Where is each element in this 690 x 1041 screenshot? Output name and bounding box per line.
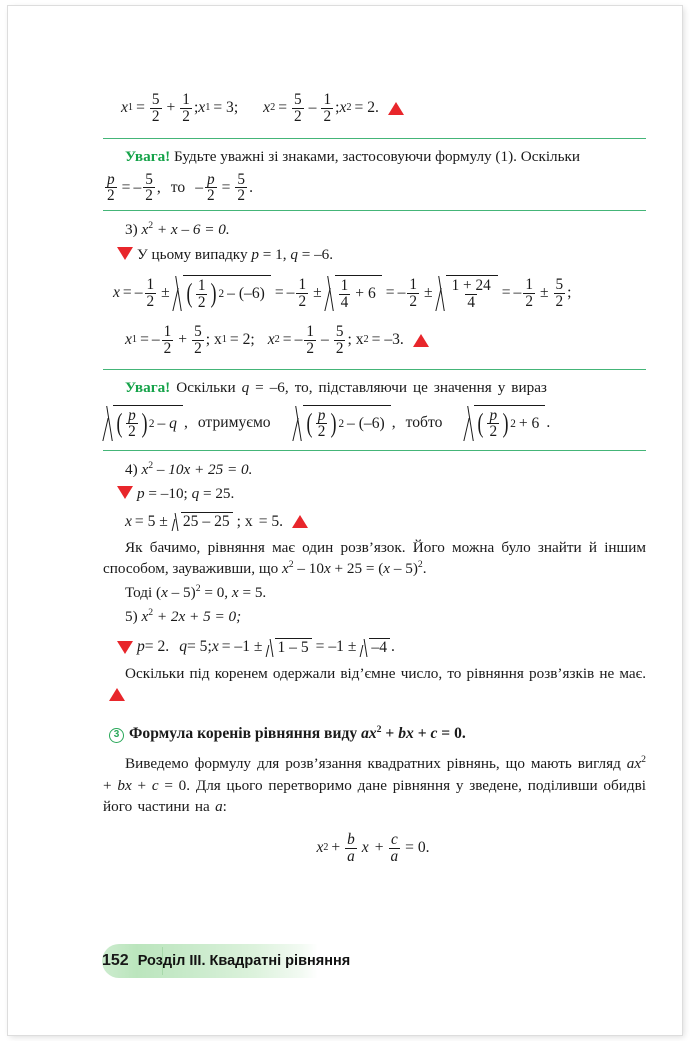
callout-1-text: Увага! Будьте уважні зі знаками, застосовуючи формулу (1). Оскільки [125,148,581,166]
page-content [103,92,646,864]
item-4-equation: 4) $x^2 - 10x + 25 = 0$. [125,459,253,478]
roots-line-continued: x 1 = $\frac{5}{2}$ + $\frac{1}{2}$ ; x 1 = 3; x 2 = $\frac{5}{2}$ – $\frac{1}{2}$ ; x 2 = 2. [103,92,646,124]
item-4-pq: p = –10; q = 25. [103,483,646,505]
callout-rule-top-1 [103,138,646,139]
fraction-1-2b: $\frac{1}{2}$ [323,91,332,125]
solution-end-triangle-icon-2 [413,334,429,347]
fraction-5-2c: $\frac{5}{2}$ [145,170,153,205]
fraction-5-2: $\frac{5}{2}$ [151,91,160,125]
sqrt-p2-minus6: ( $\frac{p}{2}$ ) 2 – (–6) [294,405,391,441]
callout-rule-top-2 [103,369,646,370]
fraction-p-2: $\frac{p}{2}$ [107,170,115,205]
section-3-final-formula: x 2 + $\frac{b}{a}$ x + $\frac{c}{a}$ = 0. [316,830,430,865]
sqrt-25-25: 25 – 25 [172,512,233,531]
item-3-roots: x 1 = – $\frac{1}{2}$ + $\frac{5}{2}$ ; x 1 = 2; x 2 = – $\frac{1}{2}$ – $\frac{5}{2}$ ; x 2 = –3. [103,324,646,356]
sqrt-p2-q: ( $\frac{p}{2}$ ) 2 – q [104,405,183,441]
solution-start-triangle-icon-4 [117,641,133,654]
item-5-solution: p = 2. q = 5; x = –1 ± 1 – 5 = –1 ± –4 . [103,638,646,657]
item-3-case: У цьому випадку p = 1, q = –6. [103,244,646,266]
item-4-then: Тоді (x – 5)$^2$ = 0, x = 5. [125,582,267,601]
solution-end-triangle-icon [388,102,404,115]
sqrt-minus4: –4 [360,638,390,657]
item-5-conclusion: Оскільки під коренем одержали від’ємне число, то рівняння розв’язків не має. [103,663,646,706]
sqrt-3: $\frac{1 + 24}{4}$ [437,275,498,311]
section-number-badge: 3 [109,728,124,743]
fraction-p-2b: $\frac{p}{2}$ [206,170,215,205]
item-3-equation: 3) $x^2 + x - 6 = 0$. [125,219,230,238]
callout-rule-bottom-1 [103,210,646,211]
section-3-heading: 3 Формула коренів рівняння виду $ax^2$ + bx + c = 0. [103,723,646,746]
textbook-page [8,6,682,1035]
section-3-paragraph: Виведемо формулу для розв’язання квадратних рівнянь, що мають вигляд $ax^2$ + bx + c = 0. Для цього перетворимо дане рівняння у зведене, поділивши обидві його частини на a: [103,754,646,816]
sqrt-p2-plus6: ( $\frac{p}{2}$ ) 2 + 6 [465,405,545,441]
callout-2-formula: ( $\frac{p}{2}$ ) 2 – q , отримуємо ( $\frac{p}{2}$ ) 2 – (–6) , тобто ( $\frac{p}{2}$ ) 2 + 6 . [103,405,646,441]
footer-chapter-title: Розділ III. Квадратні рівняння [137,953,351,969]
callout-attention-1 [103,146,646,204]
solution-start-triangle-icon [117,247,133,260]
page-number: 152 [102,952,129,969]
fraction-1-2: $\frac{1}{2}$ [182,91,190,125]
fraction-5-2b: $\frac{5}{2}$ [294,91,302,125]
callout-2-text: Увага! Оскільки q = –6, то, підставляючи це значення у вираз [125,379,547,397]
item-5-equation: 5) $x^2 + 2x + 5 = 0$; [125,606,242,625]
x1-symbol: x [121,99,128,117]
sqrt-1-5: 1 – 5 [266,638,311,657]
solution-end-triangle-icon-4 [109,688,125,701]
callout-label: Увага! [125,148,171,166]
callout-1-formula: $\frac{p}{2}$ = – $\frac{5}{2}$ , то – $\frac{p}{2}$ = $\frac{5}{2}$ . [107,170,253,205]
item-4-solution: x = 5 ± 25 – 25 ; x = 5. [103,512,646,531]
item-3-solution: x = – $\frac{1}{2}$ ± ( $\frac{1}{2}$ ) 2 – (–6) = – $\frac{1}{2}$ ± $\frac{1}{4}$ + 6 = – $\frac{1}{2}$ ± $\frac{1 + 24}{4}$ = – $\frac{1}{2}$ ± $\frac{5}{2}$ ; [113,275,572,311]
item-4-explanation: Як бачимо, рівняння має один розв’язок. Його можна було знайти й іншим способом, зауваживши, що $x^2 - 10x + 25 = (x - 5)^2$. [103,538,646,578]
solution-end-triangle-icon-3 [292,515,308,528]
sqrt-1: ( $\frac{1}{2}$ ) 2 – (–6) [174,275,271,311]
fraction-5-2d: $\frac{5}{2}$ [237,170,246,205]
sqrt-2: $\frac{1}{4}$ + 6 [326,275,382,311]
solution-start-triangle-icon-3 [117,486,133,499]
callout-attention-2 [103,377,646,441]
page-footer [102,944,351,978]
callout-rule-bottom-2 [103,450,646,451]
